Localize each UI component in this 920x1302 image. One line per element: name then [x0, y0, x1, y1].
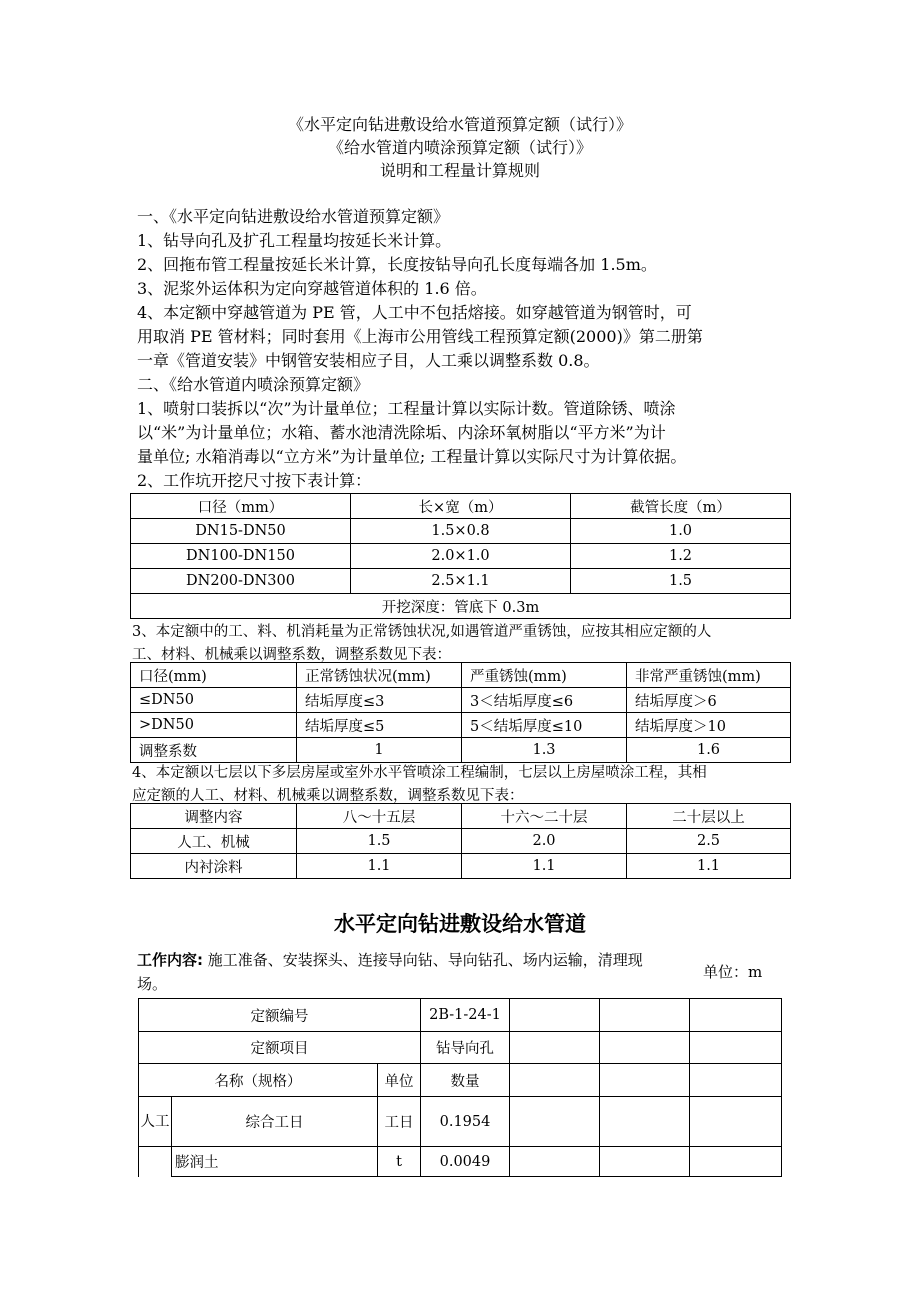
table-cell: 5＜结垢厚度≤10: [462, 713, 627, 738]
para3-line: 工、材料、机械乘以调整系数，调整系数见下表：: [132, 647, 451, 663]
quota-code: 2B-1-24-1: [421, 999, 510, 1032]
table-header: 严重锈蚀(mm): [462, 663, 627, 688]
table-header: 十六～二十层: [462, 804, 627, 829]
para4-line: 4、本定额以七层以下多层房屋或室外水平管喷涂工程编制，七层以上房屋喷涂工程，其相: [132, 765, 707, 781]
table-cell: 综合工日: [172, 1097, 378, 1147]
work-content-text: 施工准备、安装探头、连接导向钻、导向钻孔、场内运输，清理现: [207, 951, 643, 969]
qty-header: 数量: [421, 1064, 510, 1097]
body-line: 2、回拖布管工程量按延长米计算，长度按钻导向孔长度每端各加 1.5m。: [137, 255, 657, 274]
table-cell: DN100-DN150: [131, 544, 351, 569]
table-row: [131, 713, 791, 738]
body-line: 3、泥浆外运体积为定向穿越管道体积的 1.6 倍。: [137, 279, 487, 298]
unit-label: 单位：m: [703, 963, 763, 981]
table-cell: ≤DN50: [131, 688, 297, 713]
table-cell: 结垢厚度≤5: [297, 713, 462, 738]
table-cell: 工日: [378, 1097, 421, 1147]
doc-title-2: 《给水管道内喷涂预算定额（试行）》: [327, 138, 592, 157]
table-cell: 3＜结垢厚度≤6: [462, 688, 627, 713]
table-cell: 调整系数: [131, 738, 297, 763]
table-header: 长×宽（m）: [351, 494, 571, 519]
table-header: 口径（mm）: [131, 494, 351, 519]
table-cell: DN200-DN300: [131, 569, 351, 594]
table-header: 口径(mm): [131, 663, 297, 688]
unit-header: 单位: [378, 1064, 421, 1097]
body-line: 以“米”为计量单位；水箱、蓄水池清洗除垢、内涂环氧树脂以“平方米”为计: [137, 423, 666, 442]
table-cell: 1.1: [627, 854, 791, 879]
table-cell: 结垢厚度＞6: [627, 688, 791, 713]
body-line: 用取消 PE 管材料；同时套用《上海市公用管线工程预算定额(2000)》第二册第: [137, 327, 703, 346]
table-cell: 结垢厚度≤3: [297, 688, 462, 713]
body-line: 一、《水平定向钻进敷设给水管道预算定额》: [137, 207, 450, 226]
body-line: 1、喷射口装拆以“次”为计量单位；工程量计算以实际计数。管道除锈、喷涂: [137, 399, 676, 418]
table-footer: 开挖深度：管底下 0.3m: [131, 594, 791, 619]
table-header: 调整内容: [131, 804, 297, 829]
pit-size-table: [130, 493, 791, 619]
table-cell: 结垢厚度＞10: [627, 713, 791, 738]
table-cell: 1.6: [627, 738, 791, 763]
table-cell: t: [378, 1147, 421, 1177]
table-cell: 1.1: [462, 854, 627, 879]
table-cell: 2.5: [627, 829, 791, 854]
table-cell: 膨润土: [172, 1147, 378, 1177]
table-row: [139, 1147, 782, 1177]
body-line: 4、本定额中穿越管道为 PE 管，人工中不包括熔接。如穿越管道为钢管时，可: [137, 303, 692, 322]
quota-code-label: 定额编号: [139, 999, 421, 1032]
table-header: 八～十五层: [297, 804, 462, 829]
table-cell: 1.5: [297, 829, 462, 854]
body-line: 一章《管道安装》中钢管安装相应子目，人工乘以调整系数 0.8。: [137, 351, 600, 370]
table-cell: 人工、机械: [131, 829, 297, 854]
table-row: [131, 519, 791, 544]
table-cell: 内衬涂料: [131, 854, 297, 879]
table-row: [131, 544, 791, 569]
table-row: [139, 1097, 782, 1147]
work-content-label: 工作内容:: [137, 951, 203, 969]
table-header: 正常锈蚀状况(mm): [297, 663, 462, 688]
table-cell: DN15-DN50: [131, 519, 351, 544]
table-row: [131, 829, 791, 854]
doc-title-1: 《水平定向钻进敷设给水管道预算定额（试行）》: [287, 115, 632, 134]
work-content: [137, 949, 643, 971]
quota-table: [138, 998, 782, 1177]
table-header: 二十层以上: [627, 804, 791, 829]
body-line: 二、《给水管道内喷涂预算定额》: [137, 375, 370, 394]
table-cell: 1: [297, 738, 462, 763]
floor-coefficient-table: [130, 803, 791, 879]
body-line: 2、工作坑开挖尺寸按下表计算：: [137, 471, 372, 490]
labor-group: 人工: [139, 1097, 172, 1147]
table-cell: 2.0: [462, 829, 627, 854]
table-header: 非常严重锈蚀(mm): [627, 663, 791, 688]
table-row: [131, 688, 791, 713]
table-header: 截管长度（m）: [571, 494, 791, 519]
quota-item-label: 定额项目: [139, 1032, 421, 1064]
table-cell: 0.0049: [421, 1147, 510, 1177]
table-cell: 0.1954: [421, 1097, 510, 1147]
rust-coefficient-table: [130, 662, 791, 763]
table-cell: 1.5×0.8: [351, 519, 571, 544]
section-title: 水平定向钻进敷设给水管道: [334, 912, 586, 936]
table-cell: 1.0: [571, 519, 791, 544]
body-line: 1、钻导向孔及扩孔工程量均按延长米计算。: [137, 231, 452, 250]
para4-line: 应定额的人工、材料、机械乘以调整系数，调整系数见下表：: [132, 788, 524, 804]
body-line: 量单位; 水箱消毒以“立方米”为计量单位; 工程量计算以实际尺寸为计算依据。: [137, 447, 687, 466]
table-row: [131, 738, 791, 763]
table-row: [131, 854, 791, 879]
table-cell: 1.1: [297, 854, 462, 879]
table-cell: 2.5×1.1: [351, 569, 571, 594]
table-row: [131, 569, 791, 594]
table-cell: >DN50: [131, 713, 297, 738]
table-cell: 1.5: [571, 569, 791, 594]
quota-item: 钻导向孔: [421, 1032, 510, 1064]
doc-title-3: 说明和工程量计算规则: [379, 161, 540, 180]
para3-line: 3、本定额中的工、料、机消耗量为正常锈蚀状况,如遇管道严重锈蚀，应按其相应定额的人: [132, 624, 712, 640]
name-header: 名称（规格）: [139, 1064, 378, 1097]
work-content-line2: 场。: [137, 975, 168, 993]
table-cell: 2.0×1.0: [351, 544, 571, 569]
table-cell: 1.2: [571, 544, 791, 569]
table-cell: 1.3: [462, 738, 627, 763]
